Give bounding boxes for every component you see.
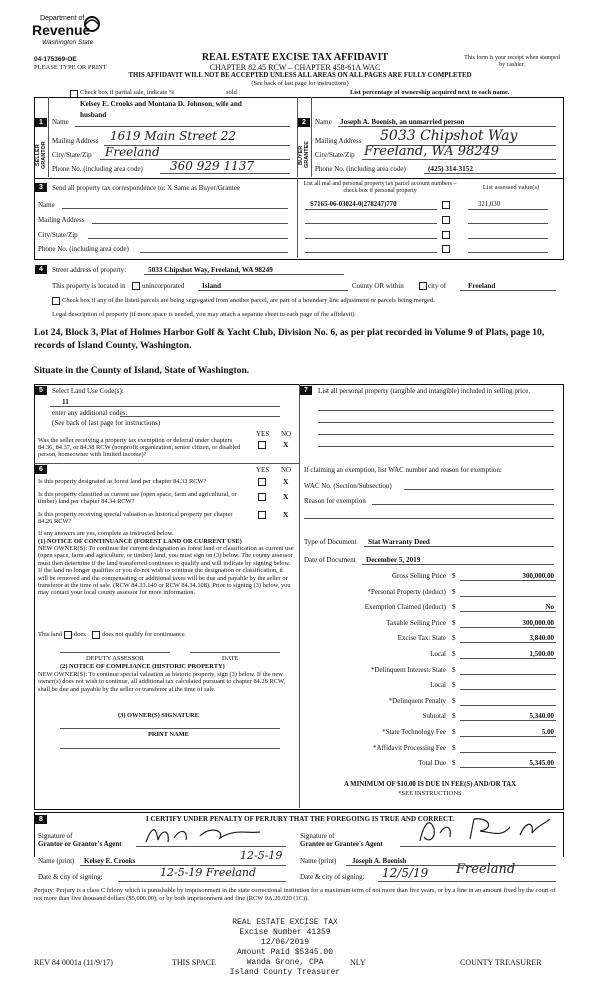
wac-label: WAC No. (Section/Subsection) (304, 482, 392, 490)
s6-q1: Is this property designated as forest land per chapter 84.33 RCW? (38, 478, 207, 485)
buyer-name-value[interactable]: Joseph A. Boenish, an unmarried person (340, 118, 465, 126)
fee-row-line (460, 580, 556, 581)
fee-row-line (460, 689, 556, 690)
fee-row-line (460, 627, 556, 628)
seller-city-value[interactable]: Freeland (105, 145, 160, 159)
fee-row-label: *State Technology Fee (382, 728, 446, 736)
seller-phone-label: Phone No. (including area code) (52, 165, 143, 173)
fee-row-label: Gross Selling Price (391, 572, 446, 580)
doc-type-value[interactable]: Stat Warranty Deed (368, 538, 430, 546)
buyer-phone-label: Phone No. (including area code) (315, 165, 406, 173)
street-label: Street address of property: (52, 266, 127, 274)
county-or-label: County OR within (352, 282, 404, 290)
exemption-question: Was the seller receiving a property tax exemption or deferral under chapters 84.36, 84.37, or 84.38 RCW (nonprofit organization, senior citizen, or disabled person, homeowner with limited income)? (38, 437, 241, 458)
fee-row-line (460, 705, 556, 706)
reason-label: Reason for exemption (304, 497, 366, 505)
fee-row-dollar: $ (452, 587, 456, 596)
fee-row-dollar: $ (452, 572, 456, 580)
fee-row-line (460, 752, 556, 753)
s3-name-label: Name (38, 201, 55, 209)
seller-mailing-label: Mailing Address (52, 137, 99, 145)
print-name-label: PRINT NAME (148, 731, 189, 738)
exemption-claim-label: If claiming an exemption, list WAC number and reason for exemption: (304, 466, 502, 474)
perjury-note: Perjury: Perjury is a class C felony which is punishable by imprisonment in the state correctional institution for a maximum term of not more than five years, or by a fine in an amount fixed by the court of not more than five thousand dollars ($5,000.00), or by both imprisonment and fine (RCW 9A.20.020 (1C)). (34, 887, 556, 902)
section-2-number: 2 (298, 118, 310, 127)
fee-row-label: Exemption Claimed (deduct) (364, 603, 446, 612)
parcel-number[interactable]: S7165-06-03024-0(278247)770 (310, 201, 397, 208)
does-label: does (74, 631, 86, 638)
grantor-sig-label: Signature of Grantor or Grantor's Agent (38, 832, 122, 848)
this-land-label: This land (38, 631, 62, 638)
owner-signature-label: (3) OWNER(S) SIGNATURE (118, 712, 199, 719)
section-6-number: 6 (35, 465, 47, 474)
notice1-title: (1) NOTICE OF CONTINUANCE (FOREST LAND OR CURRENT USE) (38, 538, 242, 545)
sold-label: sold (226, 89, 237, 96)
warning-line: THIS AFFIDAVIT WILL NOT BE ACCEPTED UNLESS ALL AREAS ON ALL PAGES ARE FULLY COMPLETED (128, 72, 472, 79)
fee-row-value[interactable]: 5,345.00 (529, 759, 554, 768)
grantor-name-date[interactable]: 12-5-19 (240, 849, 283, 862)
parcel-header: List all real and personal property tax parcel account numbers – check box if personal property (303, 181, 457, 194)
fee-row-value[interactable]: 5.00 (541, 728, 554, 736)
county-value[interactable]: Island (202, 282, 222, 290)
legal-description: Lot 24, Block 3, Plat of Holmes Harbor Golf & Yacht Club, Division No. 6, as per plat recorded in Volume 9 of Plats, page 10, records of Island County, Washington. (34, 327, 545, 351)
fee-row-line (460, 767, 556, 768)
form-revision: REV 84 0001a (11/9/17) (34, 958, 113, 967)
fee-row-value[interactable]: 1,500.00 (529, 650, 554, 658)
land-use-value[interactable]: 11 (62, 398, 69, 406)
s5-no-header: NO (281, 430, 292, 438)
doc-date-value[interactable]: December 5, 2019 (366, 556, 421, 564)
fee-row-dollar: $ (452, 743, 456, 752)
s5-yes-header: YES (256, 430, 270, 438)
s6-no-header: NO (281, 466, 292, 474)
county-treasurer-label: COUNTY TREASURER (460, 958, 542, 967)
section-4-number: 4 (35, 265, 47, 274)
buyer-phone-value[interactable]: (425) 314-3152 (428, 165, 473, 173)
fee-row-line (460, 611, 556, 612)
does-checkbox[interactable] (64, 631, 72, 639)
fee-row-dollar: $ (452, 712, 456, 721)
s5-yes-checkbox[interactable] (258, 441, 266, 449)
unincorporated-checkbox[interactable] (132, 282, 140, 290)
fee-row-label: *Delinquent Interest: State (370, 665, 446, 674)
parcel-3-checkbox[interactable] (442, 231, 450, 239)
section-5-number: 5 (35, 386, 47, 395)
s6-q2-no-answer[interactable]: X (283, 492, 289, 501)
fee-row-label: Taxable Selling Price (386, 618, 446, 627)
seller-name-line2: husband (80, 111, 107, 119)
deputy-assessor-label: DEPUTY ASSESSOR (86, 655, 144, 662)
minimum-note: A MINIMUM OF $10.00 IS DUE IN FEE(S) AND/OR TAX (343, 781, 517, 788)
street-value[interactable]: 5033 Chipshot Way, Freeland, WA 98249 (148, 266, 273, 274)
parcel-4-checkbox[interactable] (442, 245, 450, 253)
fee-row-dollar: $ (452, 681, 456, 690)
form-code: 04-175369-OE (34, 56, 77, 63)
s6-q2: Is this property classified as current use (open space, farm and agricultural, or timber) land per chapter 84.34 RCW? (38, 491, 237, 505)
city-value[interactable]: Freeland (468, 282, 496, 290)
grantor-date-city-value[interactable]: 12-5-19 Freeland (160, 866, 257, 879)
grantee-signature[interactable] (410, 815, 560, 847)
fee-row-label: Subtotal (422, 712, 446, 721)
section-1-number: 1 (35, 118, 47, 127)
seller-mailing-value[interactable]: 1619 Main Street 22 (110, 129, 237, 143)
treasurer-stamp: REAL ESTATE EXCISE TAX Excise Number 41359 12/06/2019 Amount Paid $5345.00 Wanda Grone, CPA Island County Treasurer (229, 918, 341, 977)
fee-row-label: Total Due (418, 759, 446, 768)
see-back-header: (See back of last page for instructions) (251, 80, 349, 87)
fee-row-dollar: $ (452, 650, 456, 658)
fee-row-line (460, 736, 556, 737)
s6-q3: Is this property receiving special valuation as historical property per chapter 84.26 RCW? (38, 511, 233, 525)
grantor-date-city-label: Date & city of signing: (38, 873, 103, 881)
fee-row-dollar: $ (452, 728, 456, 736)
s5-see-back: (See back of last page for instructions) (52, 419, 161, 427)
logo-dept: Department of (40, 15, 85, 22)
parcel-1-checkbox[interactable] (442, 201, 450, 209)
parcel-2-checkbox[interactable] (442, 216, 450, 224)
buyer-city-value[interactable]: Freeland, WA 98249 (364, 144, 500, 159)
s6-q1-no-answer[interactable]: X (283, 477, 289, 486)
land-use-label: Select Land Use Code(s): (52, 387, 124, 395)
grantee-city-value[interactable]: Freeland (456, 862, 516, 877)
notice2-text: NEW OWNER(S): To continue special valuation as historic property, sign (3) below. If the new owner(s) does not wish to continue, all additional tax calculated pursuant to chapter 84.26 RCW, shall be due and payable by the seller or transferor at the time of sale. (38, 671, 285, 693)
partial-sale-label: Check box if partial sale, indicate % (80, 89, 175, 96)
s3-phone-label: Phone No. (including area code) (38, 245, 129, 253)
buyer-city-label: City/State/Zip (315, 151, 355, 159)
grantor-signature[interactable] (140, 822, 270, 848)
fee-row-label: *Delinquent Penalty (388, 696, 446, 705)
fee-row-dollar: $ (452, 618, 456, 627)
buyer-side-label: BUYER GRANTEE (298, 141, 310, 169)
section-7-number: 7 (300, 386, 312, 395)
s6-q3-no-answer[interactable]: X (283, 510, 289, 519)
seller-name-line1: Kelsey E. Crooks and Montana D. Johnson, wife and (80, 100, 242, 108)
fee-row-value[interactable]: No (545, 603, 554, 612)
city-checkbox[interactable] (419, 282, 427, 290)
fee-row-dollar: $ (452, 603, 456, 612)
located-label: This property is located in (52, 282, 126, 290)
segregated-checkbox[interactable] (52, 297, 60, 305)
city-of-label: city of (428, 282, 447, 290)
buyer-name-label: Name (315, 118, 332, 126)
seller-side-label: SELLER GRANTOR (35, 141, 47, 169)
fee-row-label: Excise Tax: State (397, 634, 446, 643)
only-label: NLY (350, 958, 366, 967)
fee-row-label: *Personal Property (deduct) (367, 587, 446, 596)
s6-yes-header: YES (256, 466, 270, 474)
fee-row-value[interactable]: 5,340.00 (529, 712, 554, 721)
notice2-title: (2) NOTICE OF COMPLIANCE (HISTORIC PROPERTY) (60, 663, 225, 670)
grantee-date-city-label: Date & city of signing: (300, 873, 365, 881)
s6-q2-yes-checkbox[interactable] (258, 493, 266, 501)
logo-revenue: Revenue (32, 22, 91, 38)
buyer-mailing-label: Mailing Address (315, 137, 362, 145)
list-percentage: List percentage of ownership acquired next to each name. (350, 89, 510, 96)
seller-city-label: City/State/Zip (52, 151, 92, 159)
s6-q3-yes-checkbox[interactable] (258, 511, 266, 519)
form-subtitle: CHAPTER 82.45 RCW – CHAPTER 458-61A WAC (209, 63, 381, 72)
s5-no-answer[interactable]: X (283, 440, 289, 449)
seller-phone-value[interactable]: 360 929 1137 (170, 159, 254, 173)
fee-row-value[interactable]: 300,000.00 (522, 572, 554, 580)
deputy-date-label: DATE (222, 655, 239, 662)
please-type: PLEASE TYPE OR PRINT (34, 64, 107, 71)
logo-state: Washington State (42, 39, 94, 46)
does-not-label: does not qualify for continuance. (102, 631, 187, 638)
form-title: REAL ESTATE EXCISE TAX AFFIDAVIT (201, 52, 389, 63)
fee-row-dollar: $ (452, 665, 456, 674)
doc-type-label: Type of Document (304, 538, 357, 546)
fee-row-label: Local (430, 650, 446, 658)
grantee-sig-label: Signature of Grantee or Grantee's Agent (300, 832, 383, 848)
situate-line: Situate in the County of Island, State of Washington. (34, 365, 250, 376)
doc-date-label: Date of Document (304, 556, 356, 564)
fee-row-value[interactable]: 300,000.00 (522, 618, 554, 627)
fee-row-dollar: $ (452, 634, 456, 643)
s3-city-label: City/State/Zip (38, 231, 78, 239)
if-yes-note: If any answers are yes, complete as instructed below. (38, 530, 174, 537)
revenue-logo (28, 12, 106, 50)
unincorporated-label: unincorporated (142, 282, 185, 290)
fee-row-dollar: $ (452, 696, 456, 705)
see-instructions: *SEE INSTRUCTIONS (398, 790, 462, 797)
fee-row-line (460, 674, 556, 675)
does-not-checkbox[interactable] (92, 631, 100, 639)
fee-row-line (460, 642, 556, 643)
grantee-name-value[interactable]: Joseph A. Boenish (352, 857, 407, 865)
grantee-date-value[interactable]: 12/5/19 (382, 866, 429, 880)
section-3-number: 3 (35, 183, 47, 192)
fee-row-label: Local (430, 681, 446, 690)
notice1-text: NEW OWNER(S): To continue the current designation as forest land or classification as current use (open space, farm and agriculture, or timber) land, you must sign on (3) below. The county assessor must then determine if the land transferred continues to qualify and will indicate by signing below. If the land no longer qualifies or you do not wish to continue the designation or classification, it will be removed and the compensating or additional taxes will be due and payable by the seller or transferor at the time of sale. (RCW 84.33.140 or RCW 84.34.108). Prior to signing (3) below, you may contact your local county assessor for more information. (38, 545, 294, 597)
certify-line: I CERTIFY UNDER PENALTY OF PERJURY THAT THE FOREGOING IS TRUE AND CORRECT. (145, 815, 454, 823)
this-space-label: THIS SPACE (172, 958, 216, 967)
s6-q1-yes-checkbox[interactable] (258, 478, 266, 486)
section-8-number: 8 (35, 815, 47, 824)
receipt-note: This form is your receipt when stamped by cashier. (464, 55, 560, 68)
fee-row-line (460, 720, 556, 721)
personal-property-label: List all personal property (tangible and intangible) included in selling price. (318, 387, 531, 395)
fee-row-dollar: $ (452, 759, 456, 768)
fee-row-line (460, 658, 556, 659)
grantor-name-value[interactable]: Kelsey E. Crooks (84, 857, 136, 865)
fee-row-line (460, 596, 556, 597)
grantee-name-label: Name (print) (300, 857, 337, 865)
fee-row-label: *Affidavit Processing Fee (373, 743, 446, 752)
buyer-mailing-value[interactable]: 5033 Chipshot Way (380, 128, 518, 144)
segregated-label: Check box if any of the listed parcels are being segregated from another parcel, are part of a boundary line adjustment or parcels being merged. (62, 297, 435, 304)
assessed-header: List assessed value(s) (482, 184, 540, 191)
legal-label: Legal description of property (if more space is needed, you may attach a separate sheet to each page of the affidavit) (52, 311, 355, 318)
additional-codes-label: enter any additional codes: (52, 409, 128, 417)
seller-name-label: Name (52, 118, 69, 126)
correspondence-label: Send all property tax correspondence to: X Same as Buyer/Grantee (52, 184, 240, 192)
assessed-value[interactable]: 321,030 (478, 201, 501, 208)
fee-row-value[interactable]: 3,840.00 (529, 634, 554, 643)
grantor-name-label: Name (print) (38, 857, 75, 865)
s3-mailing-label: Mailing Address (38, 216, 85, 224)
